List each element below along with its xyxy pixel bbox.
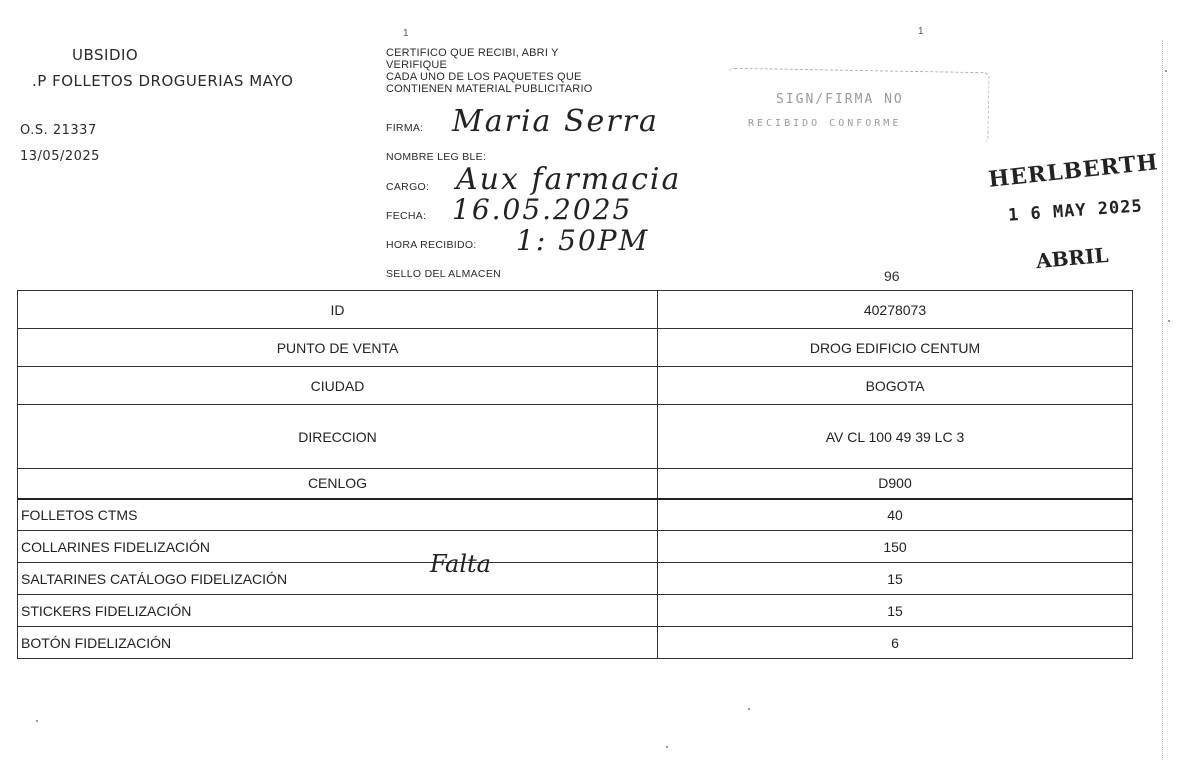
row-label: ID [18, 291, 658, 329]
certification-line: CERTIFICO QUE RECIBI, ABRI Y [386, 47, 559, 59]
item-label: BOTÓN FIDELIZACIÓN [18, 627, 658, 659]
row-value: D900 [658, 469, 1133, 499]
item-row [18, 563, 1133, 595]
scan-speck [36, 720, 38, 722]
item-label: FOLLETOS CTMS [18, 499, 658, 531]
item-row [18, 595, 1133, 627]
table-row [18, 329, 1133, 367]
certification-line: VERIFIQUE [386, 59, 448, 71]
item-label: STICKERS FIDELIZACIÓN [18, 595, 658, 627]
row-value: DROG EDIFICIO CENTUM [658, 329, 1133, 367]
scan-speck [666, 746, 668, 748]
row-label: DIRECCION [18, 405, 658, 469]
certification-line: CADA UNO DE LOS PAQUETES QUE [386, 71, 582, 83]
row-value: AV CL 100 49 39 LC 3 [658, 405, 1133, 469]
item-label: SALTARINES CATÁLOGO FIDELIZACIÓN [18, 563, 658, 595]
company-name: UBSIDIO [72, 46, 139, 64]
tick-mark: 1 [918, 26, 924, 37]
table-row [18, 367, 1133, 405]
firma-signature: Maria Serra [452, 104, 659, 139]
row-label: PUNTO DE VENTA [18, 329, 658, 367]
firma-label: FIRMA: [386, 122, 424, 134]
cargo-label: CARGO: [386, 181, 430, 193]
certification-statement [386, 47, 592, 95]
row-value: BOGOTA [658, 367, 1133, 405]
item-label: COLLARINES FIDELIZACIÓN [18, 531, 658, 563]
hora-handwritten: 1: 50PM [516, 224, 650, 257]
item-quantity: 15 [658, 563, 1133, 595]
store-stamp-date: 1 6 MAY 2025 [1007, 196, 1144, 226]
certification-line: CONTIENEN MATERIAL PUBLICITARIO [386, 83, 593, 95]
item-row [18, 499, 1133, 531]
fecha-label: FECHA: [386, 210, 427, 222]
nombre-label: NOMBRE LEG BLE: [386, 151, 487, 163]
sello-label: SELLO DEL ALMACEN [386, 268, 502, 280]
item-quantity: 150 [658, 531, 1133, 563]
page-edge [1162, 40, 1169, 760]
item-row [18, 531, 1133, 563]
document-date: 13/05/2025 [20, 149, 100, 164]
faint-stamp-text: RECIBIDO CONFORME [748, 118, 902, 129]
store-stamp-month: ABRIL [1035, 242, 1110, 274]
item-row [18, 627, 1133, 659]
faint-stamp-text: SIGN/FIRMA NO [776, 92, 904, 107]
item-quantity: 15 [658, 595, 1133, 627]
scan-speck [748, 708, 750, 710]
item-quantity: 6 [658, 627, 1133, 659]
table-row [18, 469, 1133, 499]
tick-mark: 1 [403, 28, 409, 39]
table-row [18, 291, 1133, 329]
fecha-handwritten: 16.05.2025 [452, 193, 633, 226]
page-number: 96 [884, 268, 900, 284]
cargo-handwritten: Aux farmacia [456, 162, 682, 197]
row-label: CENLOG [18, 469, 658, 499]
scan-speck [1168, 320, 1170, 322]
hora-label: HORA RECIBIDO: [386, 239, 477, 251]
delivery-table [17, 290, 1133, 659]
order-number: O.S. 21337 [20, 123, 97, 138]
row-label: CIUDAD [18, 367, 658, 405]
item-quantity: 40 [658, 499, 1133, 531]
scan-speck [1165, 70, 1167, 72]
campaign-title: .P FOLLETOS DROGUERIAS MAYO [32, 72, 294, 90]
table-row [18, 405, 1133, 469]
row-value: 40278073 [658, 291, 1133, 329]
store-stamp-name: HERLBERTH [987, 149, 1160, 193]
handwritten-note: Falta [430, 550, 491, 578]
